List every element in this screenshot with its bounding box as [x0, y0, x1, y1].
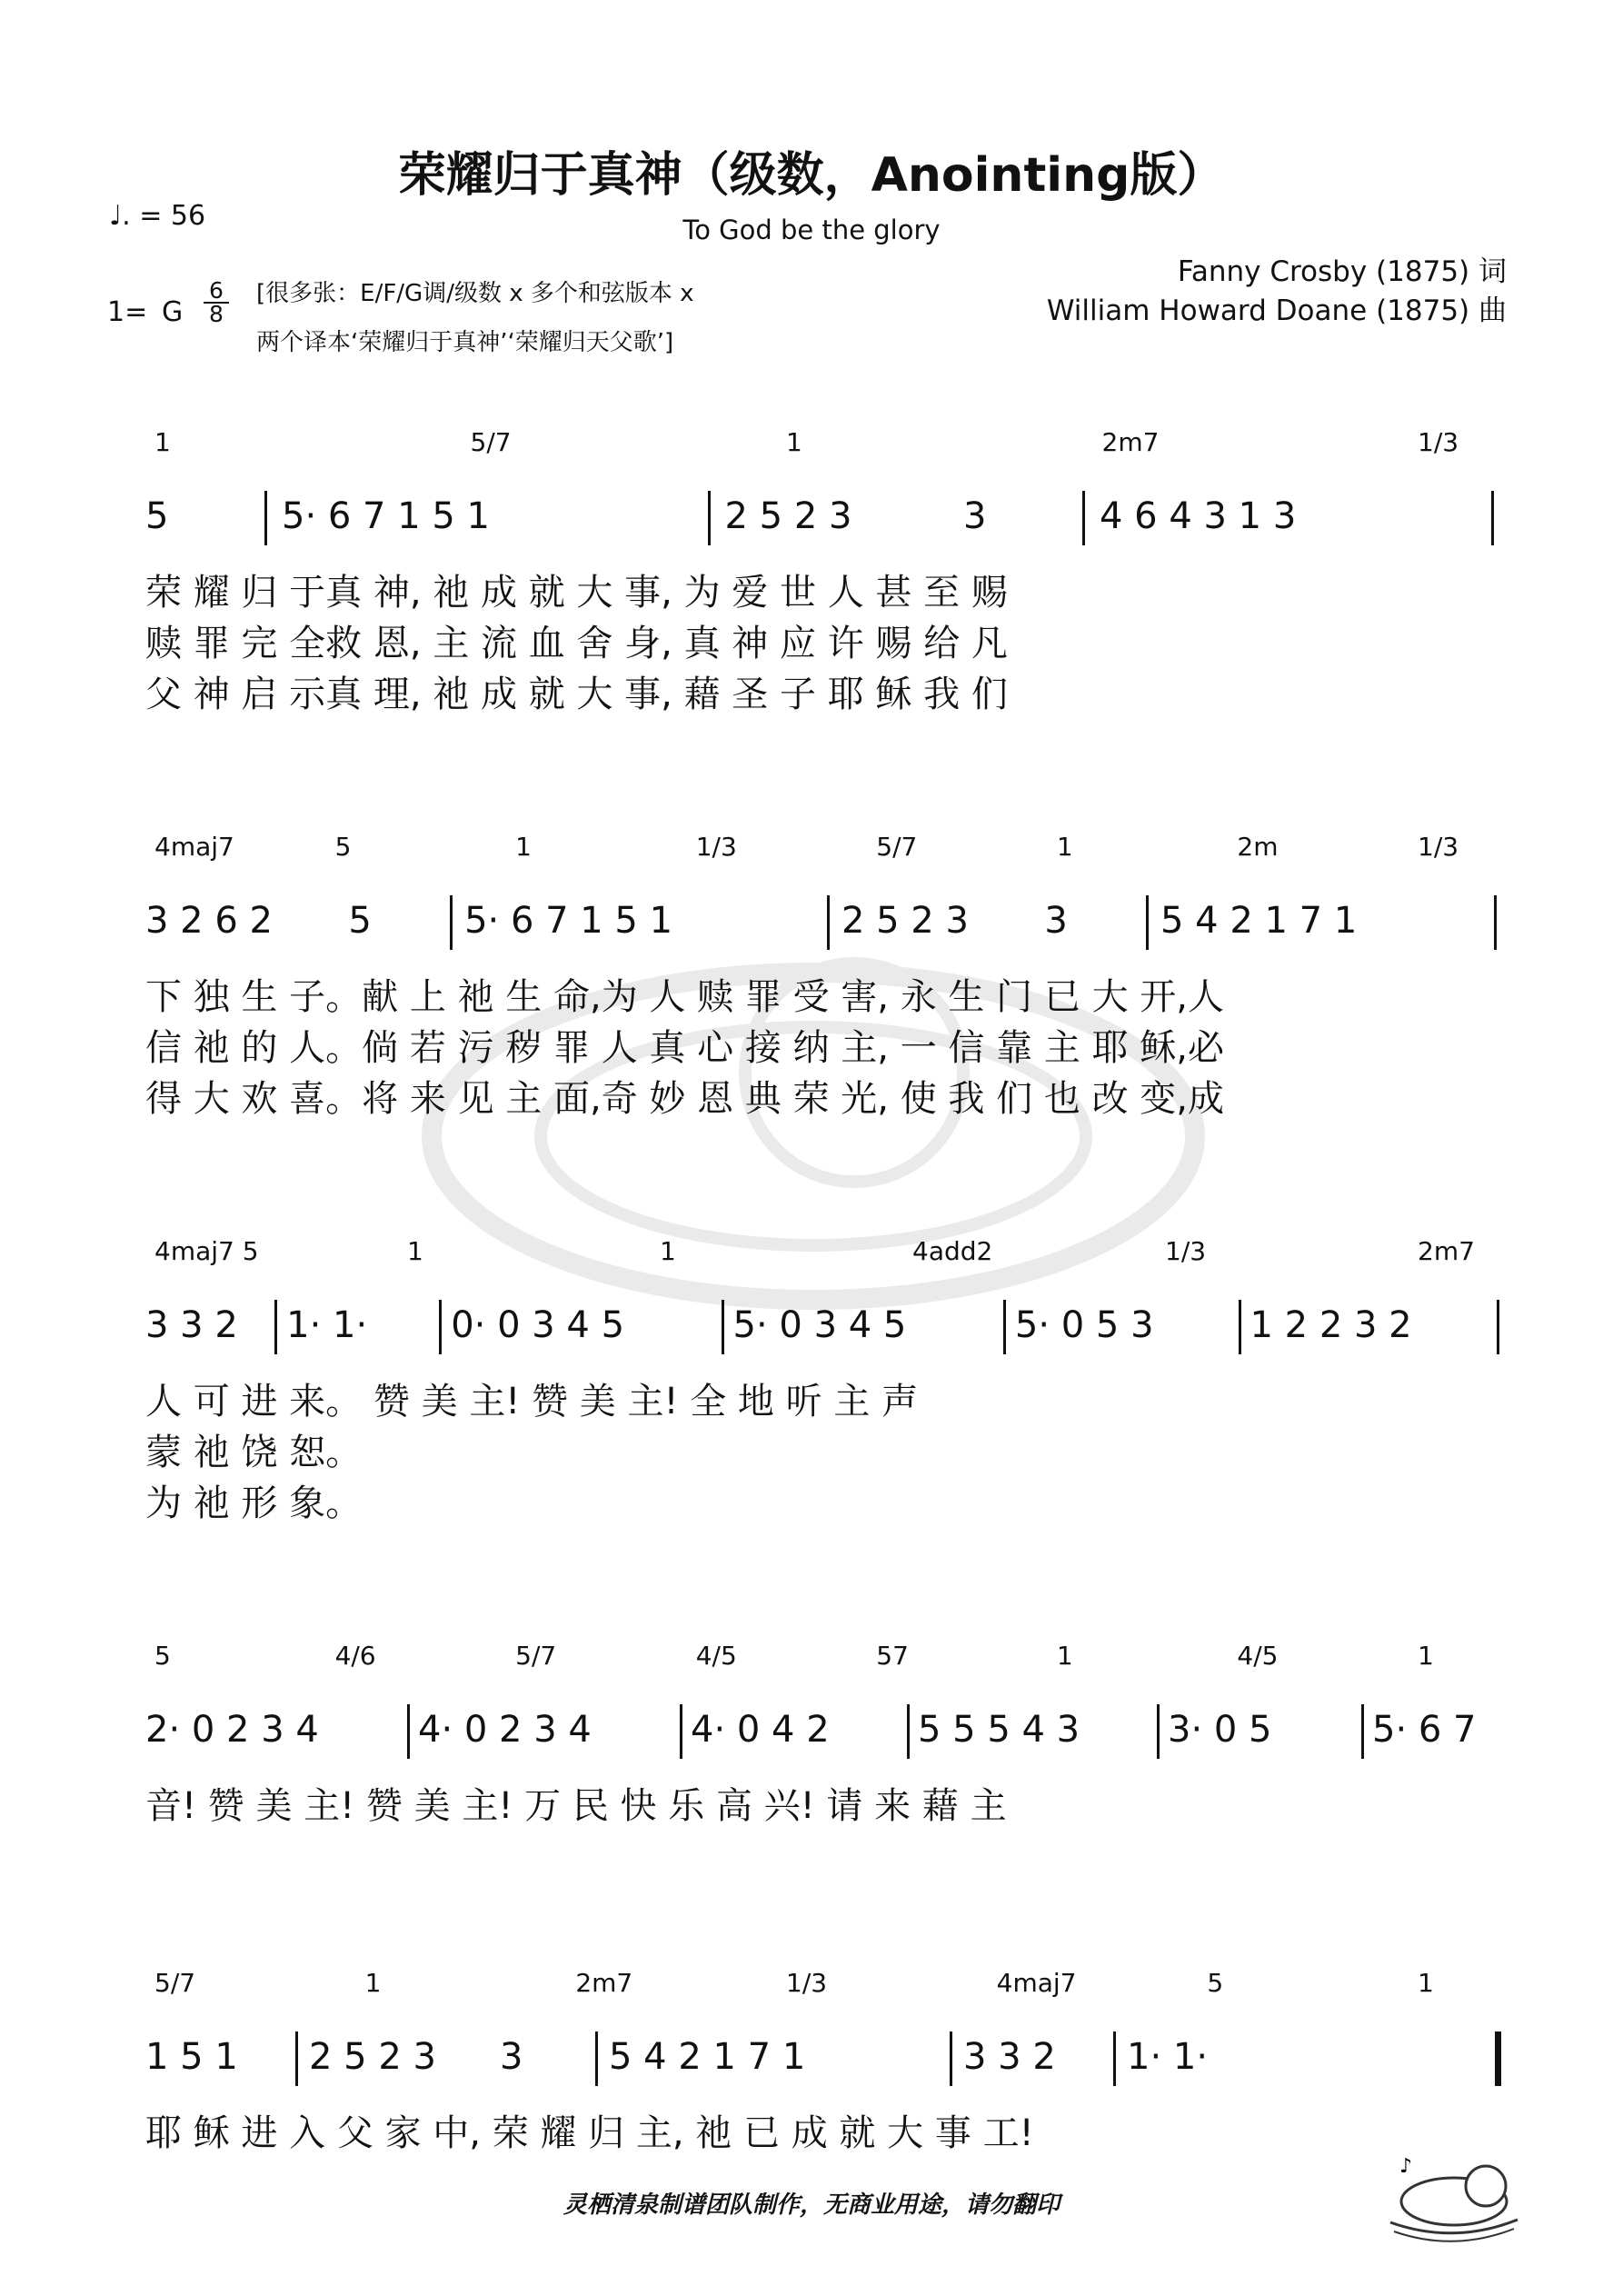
barline — [1497, 1300, 1499, 1354]
note-group: 5 5 5 4 3 — [918, 1709, 1080, 1751]
lyric-line: 得 大 欢 喜。将 来 见 主 面,奇 妙 恩 典 荣 光, 使 我 们 也 改 变,成 — [145, 1078, 1225, 1120]
chord-symbol: 1/3 — [1418, 427, 1459, 457]
barline — [1113, 2031, 1116, 2086]
chord-symbol: 1 — [407, 1236, 423, 1266]
chord-symbol: 1 — [1056, 832, 1073, 862]
barline — [1082, 491, 1085, 545]
note-group: 4· 0 4 2 — [691, 1709, 830, 1751]
barline — [295, 2031, 298, 2086]
note-group: 5 — [145, 495, 169, 537]
chord-symbol: 1/3 — [695, 832, 737, 862]
note-group: 0· 0 3 4 5 — [451, 1304, 625, 1346]
barline — [1157, 1704, 1160, 1759]
chord-symbol: 2m7 — [1101, 427, 1160, 457]
chord-symbol: 1 — [515, 832, 532, 862]
chord-symbol: 1 — [1418, 1641, 1434, 1671]
lyric-line: 下 独 生 子。献 上 祂 生 命,为 人 赎 罪 受 害, 永 生 门 已 大 开,人 — [145, 976, 1225, 1018]
lyric-line: 为 祂 形 象。 — [145, 1482, 363, 1524]
chord-symbol: 1/3 — [1418, 832, 1459, 862]
chord-symbol: 4/5 — [1237, 1641, 1279, 1671]
note-group: 3 3 2 — [963, 2036, 1056, 2078]
chord-symbol: 2m — [1237, 832, 1279, 862]
footer-note: 灵栖清泉制谱团队制作，无商业用途，请勿翻印 — [563, 2191, 1060, 2219]
version-info-line2: 两个译本‘荣耀归于真神’‘荣耀归天父歌’] — [256, 329, 674, 356]
lyric-line: 人 可 进 来。 赞 美 主! 赞 美 主! 全 地 听 主 声 — [145, 1381, 919, 1423]
chord-symbol: 1 — [1418, 1968, 1434, 1998]
time-signature — [204, 277, 229, 327]
chord-symbol: 5 — [334, 832, 352, 862]
composer-credit: William Howard Doane (1875) 曲 — [1046, 294, 1507, 327]
version-info-line1: [很多张：E/F/G调/级数 x 多个和弦版本 x — [256, 280, 694, 307]
note-group: 4 6 4 3 1 3 — [1100, 495, 1297, 537]
chord-symbol: 5 — [1207, 1968, 1224, 1998]
chord-symbol: 5/7 — [515, 1641, 557, 1671]
tempo-marking: ♩. = 56 — [109, 200, 206, 232]
score-subtitle: To God be the glory — [682, 215, 941, 245]
barline — [827, 895, 830, 950]
note-group: 5 — [348, 900, 372, 942]
chord-symbol: 1 — [786, 427, 802, 457]
chord-symbol: 5/7 — [876, 832, 918, 862]
note-group: 5· 6 7 — [1372, 1709, 1477, 1751]
lyric-line: 信 祂 的 人。倘 若 污 秽 罪 人 真 心 接 纳 主, 一 信 靠 主 耶 稣,必 — [145, 1027, 1225, 1069]
chord-symbol: 2m7 — [1418, 1236, 1475, 1266]
note-group: 2 5 2 3 — [724, 495, 852, 537]
chord-symbol: 1 — [1056, 1641, 1073, 1671]
note-group: 1· 1· — [286, 1304, 368, 1346]
logo-lamb-icon — [1381, 2136, 1527, 2254]
note-group: 5· 0 3 4 5 — [732, 1304, 907, 1346]
chord-symbol: 1/3 — [1165, 1236, 1207, 1266]
note-group: 3 — [500, 2036, 523, 2078]
chord-symbol: 5/7 — [154, 1968, 196, 1998]
barline — [439, 1300, 442, 1354]
key-label: 1= — [107, 296, 148, 328]
note-group: 5· 6 7 1 5 1 — [282, 495, 490, 537]
chord-symbol: 57 — [876, 1641, 909, 1671]
chord-symbol: 4add2 — [912, 1236, 993, 1266]
barline — [595, 2031, 598, 2086]
note-group: 2 5 2 3 — [309, 2036, 436, 2078]
barline — [1146, 895, 1149, 950]
note-group: 3· 0 5 — [1168, 1709, 1272, 1751]
chord-symbol: 4/5 — [695, 1641, 737, 1671]
barline — [264, 491, 267, 545]
lyricist-credit: Fanny Crosby (1875) 词 — [1177, 255, 1507, 288]
note-group: 4· 0 2 3 4 — [418, 1709, 592, 1751]
chord-symbol: 4maj7 — [996, 1968, 1077, 1998]
note-group: 3 2 6 2 — [145, 900, 273, 942]
note-group: 2 5 2 3 — [841, 900, 969, 942]
note-group: 3 — [1044, 900, 1068, 942]
key-note: G — [162, 296, 184, 328]
barline — [1361, 1704, 1364, 1759]
chord-symbol: 1/3 — [786, 1968, 828, 1998]
note-group: 1 2 2 3 2 — [1250, 1304, 1412, 1346]
note-group: 3 — [963, 495, 987, 537]
note-group: 5 4 2 1 7 1 — [609, 2036, 806, 2078]
final-barline — [1495, 2031, 1501, 2086]
barline — [950, 2031, 952, 2086]
chord-symbol: 4maj7 — [154, 832, 234, 862]
note-group: 2· 0 2 3 4 — [145, 1709, 319, 1751]
note-group: 1· 1· — [1127, 2036, 1209, 2078]
barline — [274, 1300, 277, 1354]
barline — [722, 1300, 724, 1354]
lyric-line: 赎 罪 完 全救 恩, 主 流 血 舍 身, 真 神 应 许 赐 给 凡 — [145, 623, 1008, 664]
barline — [1003, 1300, 1006, 1354]
note-group: 1 5 1 — [145, 2036, 238, 2078]
lyric-line: 音! 赞 美 主! 赞 美 主! 万 民 快 乐 高 兴! 请 来 藉 主 — [145, 1785, 1007, 1827]
score-title: 荣耀归于真神（级数，Anointing版） — [398, 148, 1225, 203]
lyric-line: 父 神 启 示真 理, 祂 成 就 大 事, 藉 圣 子 耶 稣 我 们 — [145, 674, 1008, 715]
barline — [708, 491, 711, 545]
chord-symbol: 4maj7 5 — [154, 1236, 259, 1266]
chord-symbol: 1 — [364, 1968, 382, 1998]
chord-symbol: 5/7 — [470, 427, 512, 457]
lyric-line: 蒙 祂 饶 恕。 — [145, 1432, 363, 1473]
barline — [1494, 895, 1497, 950]
barline — [1491, 491, 1494, 545]
barline — [1239, 1300, 1241, 1354]
barline — [680, 1704, 682, 1759]
barline — [407, 1704, 410, 1759]
chord-symbol: 5 — [154, 1641, 171, 1671]
chord-symbol: 2m7 — [575, 1968, 633, 1998]
chord-symbol: 4/6 — [334, 1641, 376, 1671]
svg-text:♪: ♪ — [1399, 2155, 1413, 2178]
note-group: 5· 6 7 1 5 1 — [464, 900, 673, 942]
time-signature-bottom: 8 — [204, 302, 229, 325]
lyric-line: 荣 耀 归 于真 神, 祂 成 就 大 事, 为 爱 世 人 甚 至 赐 — [145, 572, 1008, 614]
lyric-line: 耶 稣 进 入 父 家 中, 荣 耀 归 主, 祂 已 成 就 大 事 工! — [145, 2112, 1034, 2154]
note-group: 5· 0 5 3 — [1014, 1304, 1154, 1346]
time-signature-top: 6 — [209, 277, 224, 304]
barline — [907, 1704, 910, 1759]
chord-symbol: 1 — [660, 1236, 676, 1266]
barline — [450, 895, 453, 950]
note-group: 3 3 2 — [145, 1304, 238, 1346]
chord-symbol: 1 — [154, 427, 171, 457]
note-group: 5 4 2 1 7 1 — [1160, 900, 1358, 942]
